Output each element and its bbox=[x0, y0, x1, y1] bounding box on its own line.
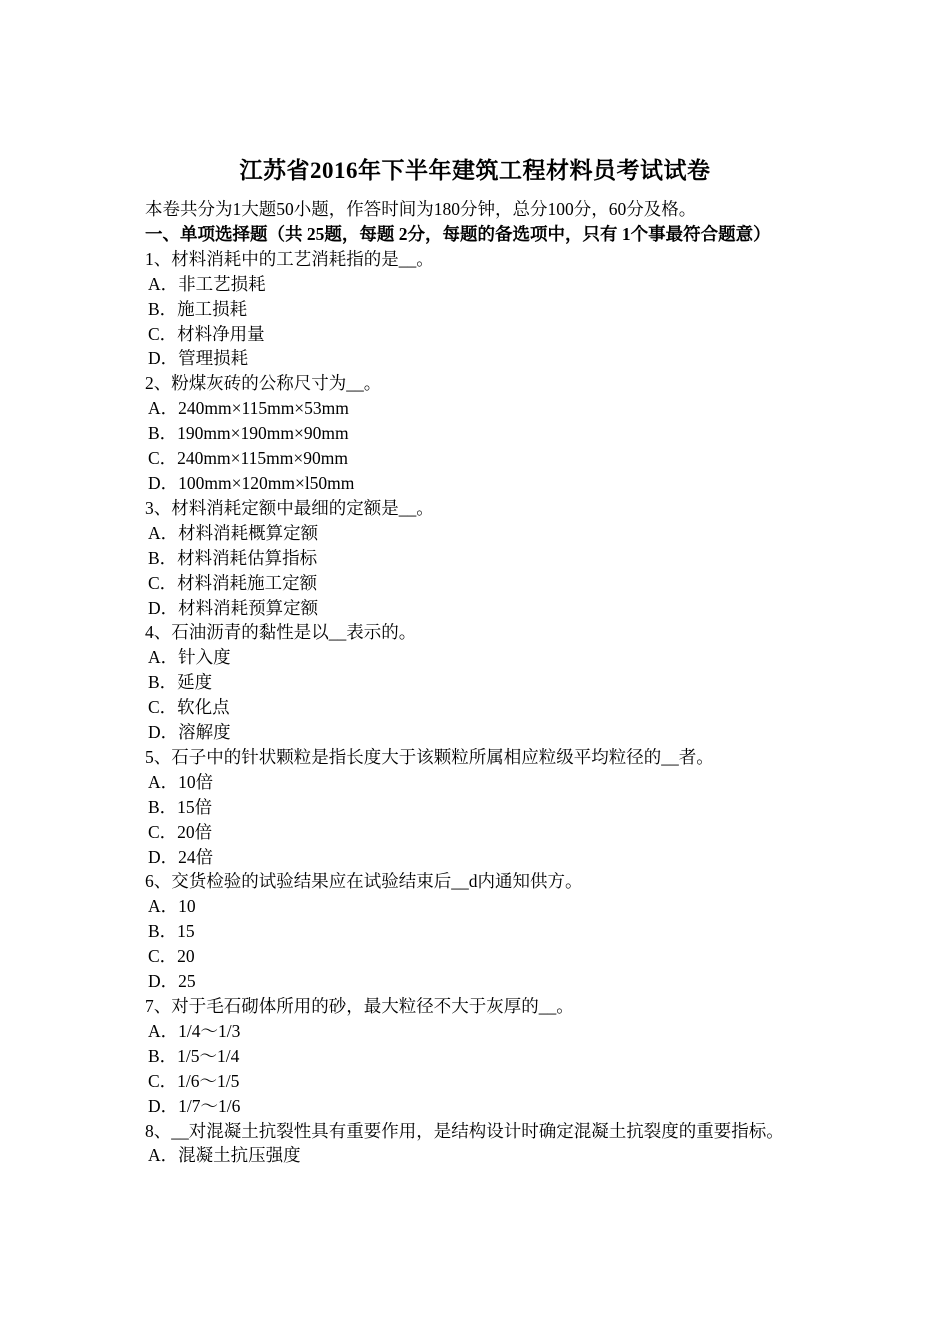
option-b: B．15 bbox=[148, 921, 195, 942]
option-d: D．25 bbox=[148, 971, 196, 992]
option-a: A．1/4～1/3 bbox=[148, 1020, 241, 1041]
option-b: B．材料消耗估算指标 bbox=[148, 547, 318, 568]
option-c: C．软化点 bbox=[148, 697, 230, 718]
question-8 bbox=[145, 1119, 815, 1169]
option-a: A．混凝土抗压强度 bbox=[148, 1145, 301, 1166]
option-b: B．190mm×190mm×90mm bbox=[148, 423, 349, 444]
document-body bbox=[145, 197, 815, 1168]
question-1 bbox=[145, 247, 815, 372]
option-c: C．20 bbox=[148, 946, 195, 967]
exam-intro: 本卷共分为1大题50小题，作答时间为180分钟，总分100分，60分及格。 bbox=[145, 199, 697, 219]
section-heading: 一、单项选择题（共 25题，每题 2分，每题的备选项中，只有 1个事最符合题意） bbox=[145, 223, 771, 244]
option-a: A．材料消耗概算定额 bbox=[148, 522, 319, 543]
option-d: D．100mm×120mm×l50mm bbox=[148, 472, 355, 493]
option-d: D．溶解度 bbox=[148, 722, 231, 743]
option-c: C．240mm×115mm×90mm bbox=[148, 448, 348, 469]
option-d: D．1/7～1/6 bbox=[148, 1095, 241, 1116]
question-7 bbox=[145, 994, 815, 1119]
question-text: 7、对于毛石砌体所用的砂，最大粒径不大于灰厚的__。 bbox=[145, 996, 574, 1016]
question-6 bbox=[145, 869, 815, 994]
option-d: D．材料消耗预算定额 bbox=[148, 597, 319, 618]
option-a: A．10倍 bbox=[148, 771, 214, 792]
document-title: 江苏省2016年下半年建筑工程材料员考试试卷 bbox=[239, 158, 711, 183]
option-a: A．针入度 bbox=[148, 647, 231, 668]
question-text: 1、材料消耗中的工艺消耗指的是__。 bbox=[145, 248, 434, 269]
question-text: 2、粉煤灰砖的公称尺寸为__。 bbox=[145, 373, 382, 394]
option-c: C．1/6～1/5 bbox=[148, 1070, 240, 1091]
option-b: B．延度 bbox=[148, 672, 213, 693]
question-text: 5、石子中的针状颗粒是指长度大于该颗粒所属相应粒级平均粒径的__者。 bbox=[145, 746, 714, 767]
question-text: 8、__对混凝土抗裂性具有重要作用，是结构设计时确定混凝土抗裂度的重要指标。 bbox=[145, 1120, 784, 1141]
option-d: D．管理损耗 bbox=[148, 348, 249, 369]
option-b: B．1/5～1/4 bbox=[148, 1045, 240, 1066]
option-d: D．24倍 bbox=[148, 846, 214, 867]
option-c: C．材料净用量 bbox=[148, 323, 265, 344]
question-text: 3、材料消耗定额中最细的定额是__。 bbox=[145, 497, 434, 518]
option-b: B．施工损耗 bbox=[148, 298, 248, 319]
question-5 bbox=[145, 745, 815, 870]
option-c: C．材料消耗施工定额 bbox=[148, 572, 318, 593]
option-c: C．20倍 bbox=[148, 821, 213, 842]
question-2 bbox=[145, 371, 815, 496]
option-a: A．240mm×115mm×53mm bbox=[148, 398, 349, 419]
question-text: 4、石油沥青的黏性是以__表示的。 bbox=[145, 622, 417, 643]
question-3 bbox=[145, 496, 815, 621]
option-b: B．15倍 bbox=[148, 796, 213, 817]
question-text: 6、交货检验的试验结果应在试验结束后__d内通知供方。 bbox=[145, 871, 583, 892]
option-a: A．非工艺损耗 bbox=[148, 273, 266, 294]
question-4 bbox=[145, 620, 815, 745]
option-a: A．10 bbox=[148, 896, 196, 917]
